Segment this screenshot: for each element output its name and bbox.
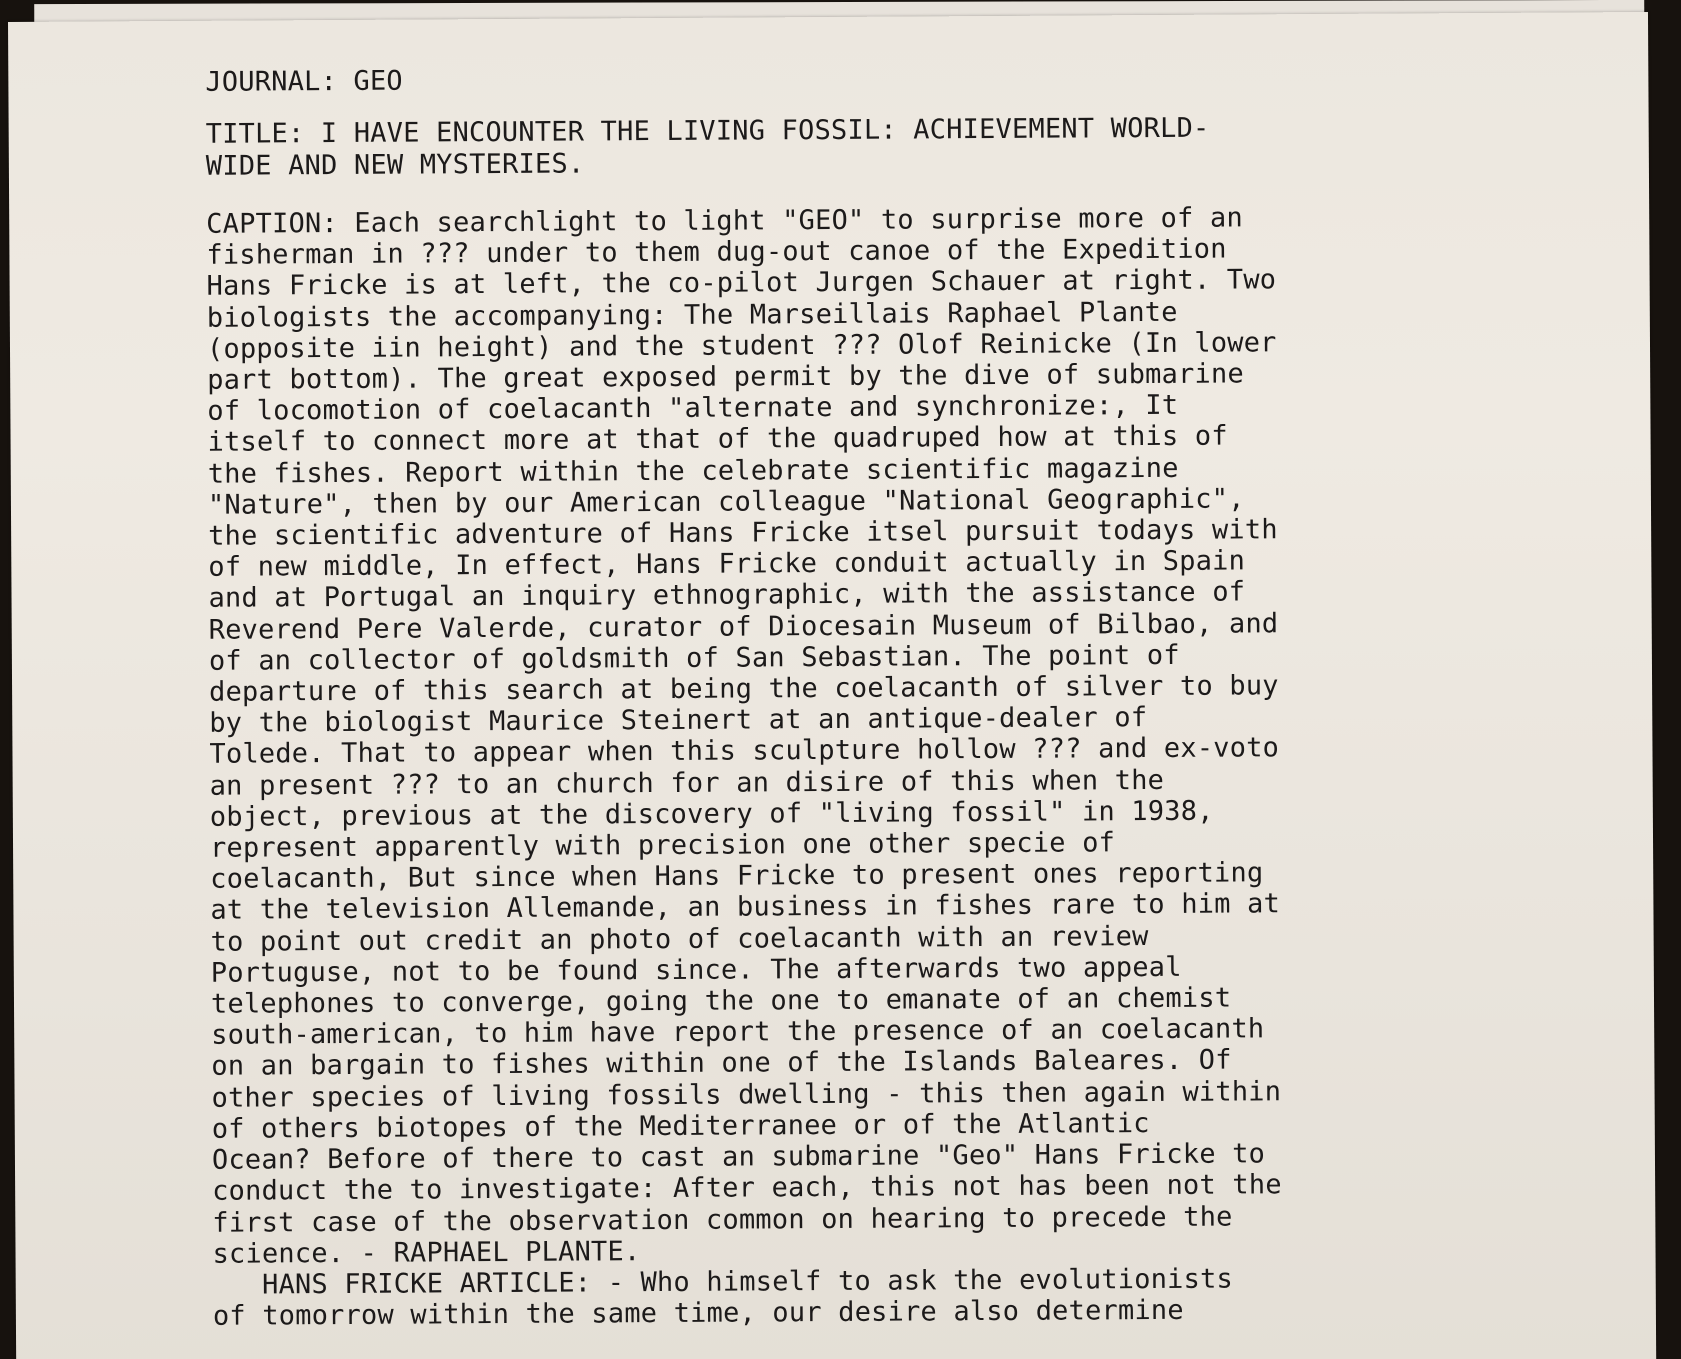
caption-line: science. - RAPHAEL PLANTE. xyxy=(212,1235,641,1270)
caption-line: coelacanth, But since when Hans Fricke to present ones reporting xyxy=(210,857,1264,896)
article-block xyxy=(213,1261,1613,1332)
caption-line: conduct the to investigate: After each, this not has been not the xyxy=(212,1169,1282,1208)
caption-line: Tolede. That to appear when this sculpture hollow ??? and ex-voto xyxy=(209,732,1280,771)
caption-line: "Nature", then by our American colleague "National Geographic", xyxy=(207,483,1245,521)
journal-line: JOURNAL: GEO xyxy=(205,65,403,98)
caption-line: the scientific adventure of Hans Fricke itsel pursuit todays with xyxy=(208,514,1278,552)
caption-line: itself to connect more at that of the quadruped how at this of xyxy=(207,420,1228,459)
caption-line: south-american, to him have report the presence of an coelacanth xyxy=(211,1013,1265,1052)
caption-line: at the television Allemande, an business in fishes rare to him at xyxy=(210,888,1281,927)
caption-line: the fishes. Report within the celebrate scientific magazine xyxy=(207,452,1179,490)
caption-line: Hans Fricke is at left, the co-pilot Jurgen Schauer at right. Two xyxy=(206,264,1277,303)
caption-line: Reverend Pere Valerde, curator of Diocesain Museum of Bilbao, and xyxy=(208,607,1279,646)
caption-line: (opposite iin height) and the student ??? Olof Reinicke (In lower xyxy=(206,327,1277,365)
caption-line: to point out credit an photo of coelacanth with an review xyxy=(210,920,1149,958)
caption-line: by the biologist Maurice Steinert at an antique-dealer of xyxy=(209,702,1148,740)
article-line: of tomorrow within the same time, our desire also determine xyxy=(212,1294,1184,1332)
caption-line: biologists the accompanying: The Marseillais Raphael Plante xyxy=(206,296,1178,334)
caption-line: Ocean? Before of there to cast an submarine "Geo" Hans Fricke to xyxy=(211,1138,1266,1176)
title-block xyxy=(206,110,1606,183)
caption-line: an present ??? to an church for an disire of this when the xyxy=(209,764,1165,802)
caption-line: departure of this search at being the coelacanth of silver to buy xyxy=(209,670,1279,708)
caption-line: telephones to converge, going the one to emanate of an chemist xyxy=(210,982,1232,1020)
caption-line: CAPTION: Each searchlight to light "GEO" to surprise more of an xyxy=(206,202,1244,240)
caption-line: of an collector of goldsmith of San Sebastian. The point of xyxy=(208,639,1180,677)
typewritten-page xyxy=(8,12,1656,1359)
page-text xyxy=(205,58,1613,1332)
caption-line: on an bargain to fishes within one of the Islands Baleares. Of xyxy=(211,1045,1232,1083)
article-line: HANS FRICKE ARTICLE: - Who himself to ask the evolutionists xyxy=(212,1263,1234,1301)
caption-line: represent apparently with precision one other specie of xyxy=(209,827,1116,864)
caption-block xyxy=(206,200,1612,1269)
caption-line: part bottom). The great exposed permit by the dive of submarine xyxy=(207,358,1244,396)
caption-line: of new middle, In effect, Hans Fricke conduit actually in Spain xyxy=(208,545,1246,584)
caption-line: fisherman in ??? under to them dug-out canoe of the Expedition xyxy=(206,233,1227,271)
caption-line: Portuguse, not to be found since. The afterwards two appeal xyxy=(210,951,1182,989)
title-line: TITLE: I HAVE ENCOUNTER THE LIVING FOSSIL: ACHIEVEMENT WORLD- xyxy=(205,112,1210,150)
caption-line: and at Portugal an inquiry ethnographic, with the assistance of xyxy=(208,576,1246,615)
caption-line: other species of living fossils dwelling - this then again within xyxy=(211,1075,1282,1114)
caption-line: of others biotopes of the Mediterranee or of the Atlantic xyxy=(211,1107,1150,1145)
title-line: WIDE AND NEW MYSTERIES. xyxy=(205,148,585,182)
caption-line: of locomotion of coelacanth "alternate and synchronize:, It xyxy=(207,390,1179,428)
caption-line: first case of the observation common on hearing to precede the xyxy=(212,1201,1233,1239)
caption-line: object, previous at the discovery of "living fossil" in 1938, xyxy=(209,795,1214,833)
